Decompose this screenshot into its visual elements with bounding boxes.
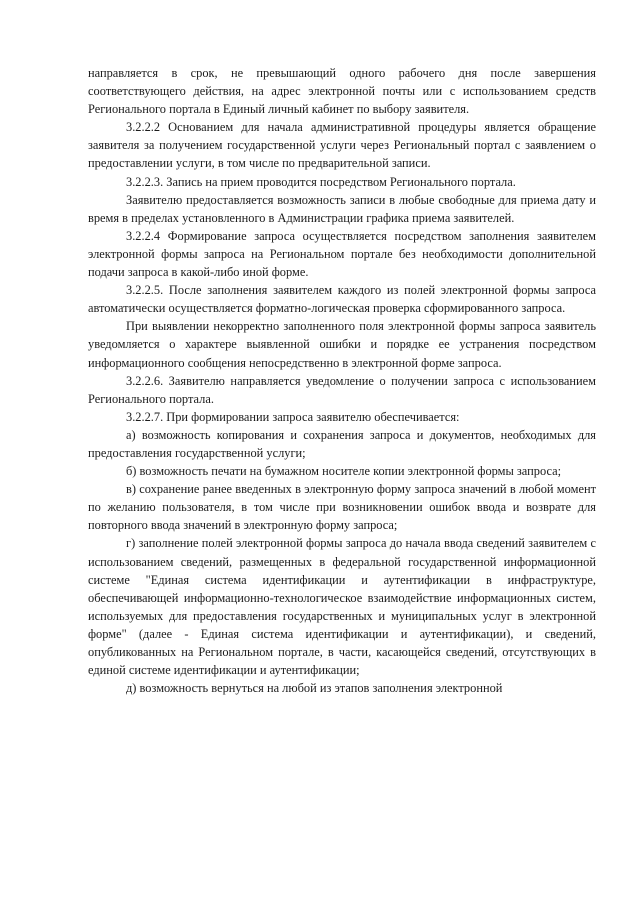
paragraph-continuation: направляется в срок, не превышающий одного рабочего дня после завершения соответствующего действия, на адрес электронной почты или с использованием средств Регионального портала в Единый личный кабинет по выбору заявителя. <box>88 66 596 117</box>
list-item-d: д) возможность вернуться на любой из этапов заполнения электронной <box>126 681 503 696</box>
paragraph-3-2-2-3: 3.2.2.3. Запись на прием проводится посредством Регионального портала. <box>126 174 516 189</box>
list-item-a: а) возможность копирования и сохранения запроса и документов, необходимых для предоставления государственной услуги; <box>88 427 596 460</box>
document-body <box>88 64 596 697</box>
paragraph-appointment-slots: Заявителю предоставляется возможность записи в любые свободные для приема дату и время в пределах установленного в Администрации графика приема заявителей. <box>88 192 596 225</box>
list-item-g: г) заполнение полей электронной формы запроса до начала ввода сведений заявителем с использованием сведений, размещенных в федеральной государственной информационной системе "Единая система идентификации и аутентификации в инфраструктуре, обеспечивающей информационно-технологическое взаимодействие информационных систем, используемых для предоставления государственных и муниципальных услуг в электронной форме" (далее - Единая система идентификации и аутентификации), и сведений, опубликованных на Региональном портале, в части, касающейся сведений, отсутствующих в единой системе идентификации и аутентификации; <box>88 536 596 678</box>
paragraph-3-2-2-2: 3.2.2.2 Основанием для начала административной процедуры является обращение заявителя за получением государственной услуги через Региональный портал с заявлением о предоставлении услуги, в том числе по предварительной записи. <box>88 120 596 171</box>
list-item-v: в) сохранение ранее введенных в электронную форму запроса значений в любой момент по желанию пользователя, в том числе при возникновении ошибок ввода и возврате для повторного ввода значений в электронную форму запроса; <box>88 482 596 533</box>
paragraph-3-2-2-5: 3.2.2.5. После заполнения заявителем каждого из полей электронной формы запроса автоматически осуществляется форматно-логическая проверка сформированного запроса. <box>88 283 596 316</box>
paragraph-3-2-2-7: 3.2.2.7. При формировании запроса заявителю обеспечивается: <box>126 409 460 424</box>
paragraph-3-2-2-4: 3.2.2.4 Формирование запроса осуществляется посредством заполнения заявителем электронной формы запроса на Региональном портале без необходимости дополнительной подачи запроса в какой-либо иной форме. <box>88 228 596 280</box>
list-item-b: б) возможность печати на бумажном носителе копии электронной формы запроса; <box>126 464 562 479</box>
paragraph-field-error: При выявлении некорректно заполненного поля электронной формы запроса заявитель уведомляется о характере выявленной ошибки и порядке ее устранения посредством информационного сообщения непосредственно в электронной форме запроса. <box>88 319 596 370</box>
paragraph-3-2-2-6: 3.2.2.6. Заявителю направляется уведомление о получении запроса с использованием Регионального портала. <box>88 373 596 406</box>
